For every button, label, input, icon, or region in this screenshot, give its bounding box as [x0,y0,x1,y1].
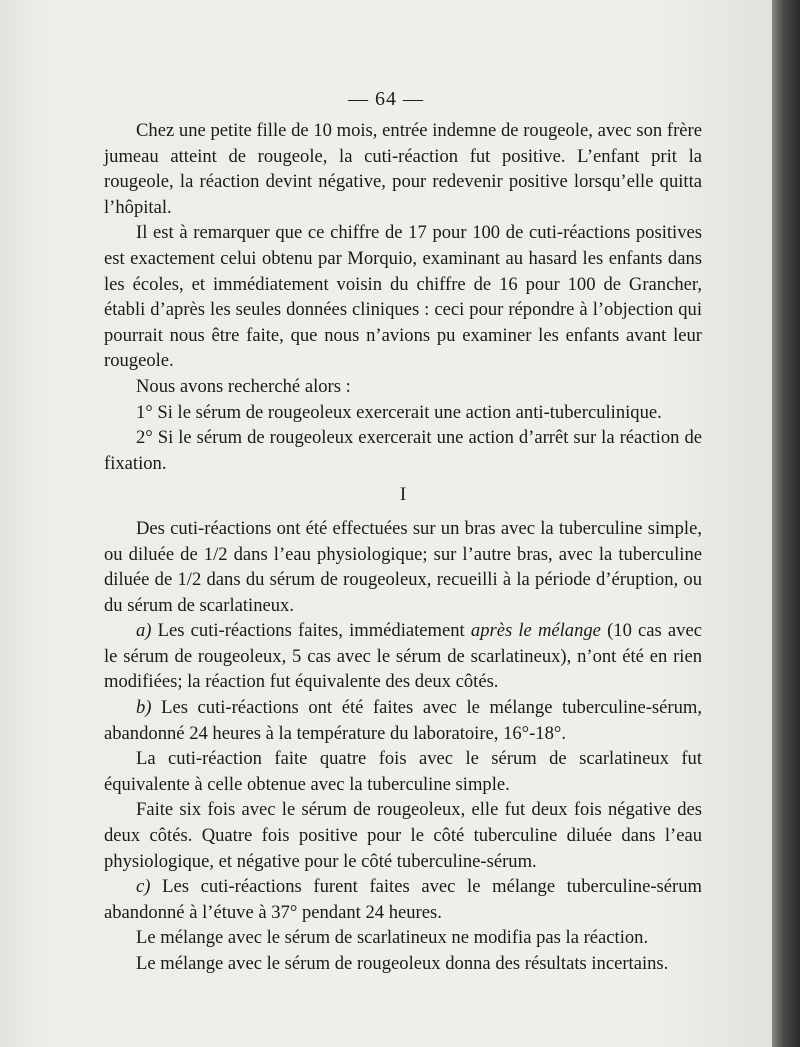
page-number: — 64 — [348,88,424,110]
paragraph-melange-rougeole: Le mélange avec le sérum de rougeoleux donna des résultats incertains. [136,953,669,974]
paragraph-case-twin: Chez une petite fille de 10 mois, entrée indemne de rougeole, avec son frère jumeau atteint de rougeole, la cuti-réaction fut positive. L’enfant prit la rougeole, la réaction devint négative, pour redevenir positive lorsqu’elle quitta l’hôpital. [104,120,702,218]
text-a-emphasis: après le mélange [470,620,601,642]
paragraph-c [104,874,702,925]
paragraph-method: Des cuti-réactions ont été effectuées sur un bras avec la tuberculine simple, ou diluée de 1/2 dans l’eau physiologique; sur l’autre bras, avec la tuberculine diluée de 1/2 dans du sérum de rougeoleux, recueilli à la période d’éruption, ou du sérum de scarlatineux. [104,517,702,616]
list-item-2: 2° Si le sérum de rougeoleux exercerait une action d’arrêt sur la réaction de fixation. [104,427,702,474]
paragraph-morquio: Il est à remarquer que ce chiffre de 17 pour 100 de cuti-réactions positives est exactement celui obtenu par Morquio, examinant au hasard les enfants dans les écoles, et immédiatement voisin du chiffre de 16 pour 100 de Grancher, établi d’après les seules données cliniques : ceci pour répondre à l’objection qui pourrait nous être faite, que nous n’avions pu examiner les enfants avant leur rougeole. [104,222,702,372]
paragraph-a [104,618,702,695]
paragraph-scarlatine: La cuti-réaction faite quatre fois avec le sérum de scarlatineux fut équivalente à celle obtenue avec la tuberculine simple. [104,748,702,795]
label-a: a) [136,620,152,642]
text-b: Les cuti-réactions ont été faites avec le mélange tuberculine-sérum, abandonné 24 heures à la température du laboratoire, 16°-18°. [104,697,702,744]
label-c: c) [136,876,151,898]
text-c: Les cuti-réactions furent faites avec le mélange tuberculine-sérum abandonné à l’étuve à 37° pendant 24 heures. [104,876,702,923]
paragraph-research-intro: Nous avons recherché alors : [136,375,351,397]
list-item-1: 1° Si le sérum de rougeoleux exercerait une action anti-tuberculinique. [136,401,662,423]
label-b: b) [136,697,152,719]
paragraph-melange-scarlatine: Le mélange avec le sérum de scarlatineux ne modifia pas la réaction. [136,927,649,949]
paragraph-b [104,695,702,746]
text-a-before: Les cuti-réactions faites, immédiatement [151,620,471,642]
page-body [104,118,702,977]
paragraph-rougeole: Faite six fois avec le sérum de rougeoleux, elle fut deux fois négative des deux côtés. Quatre fois positive pour le côté tuberculine diluée dans l’eau physiologique, et négative pour le côté tuberculine-sérum. [104,799,702,872]
text-a-after: (10 cas avec le sérum de rougeoleux, 5 cas avec le sérum de scarlatineux), n’ont été en rien modifiées; la réaction fut équivalente des deux côtés. [104,620,702,693]
section-heading: I [399,484,407,506]
book-gutter [772,0,800,1047]
